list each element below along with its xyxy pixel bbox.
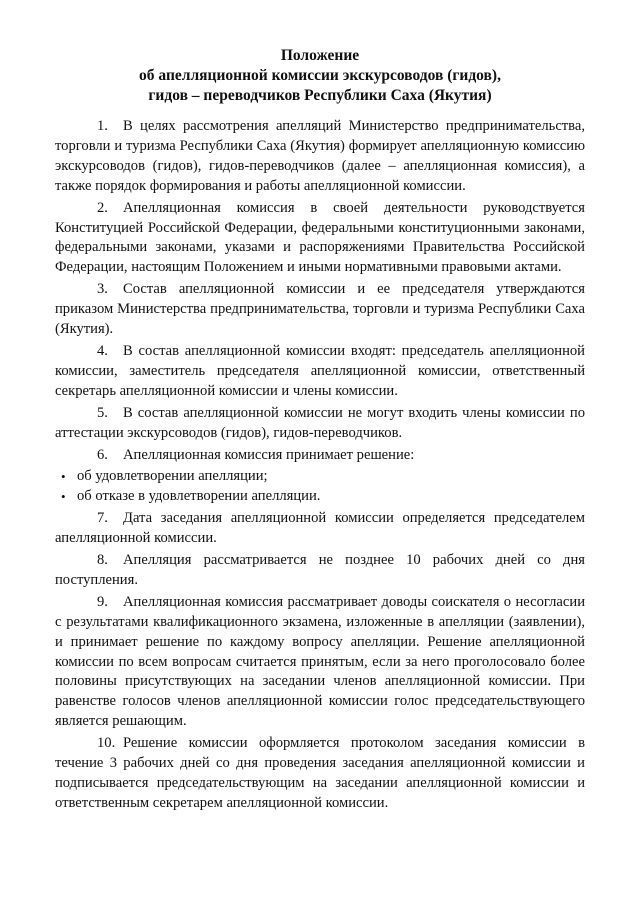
title-line-1: Положение — [280, 47, 360, 64]
title-line-3: гидов – переводчиков Республики Саха (Якутия) — [148, 87, 492, 104]
paragraph-number: 10. — [97, 735, 116, 752]
paragraph-text: Дата заседания апелляционной комиссии определяется председателем апелляционной комиссии. — [55, 510, 585, 547]
numbered-paragraph — [55, 342, 585, 402]
document-body — [55, 117, 585, 816]
list-item-text: об отказе в удовлетворении апелляции. — [77, 488, 321, 505]
paragraph-text: Решение комиссии оформляется протоколом заседания комиссии в течение 3 рабочих дней со дня проведения заседания апелляционной комиссии и подписывается председательствующим на заседании апелляционной комиссии и ответственным секретарем апелляционной комиссии. — [55, 735, 585, 811]
paragraphs-bottom — [55, 509, 585, 814]
numbered-paragraph — [55, 280, 585, 340]
paragraph-text: Апелляционная комиссия рассматривает доводы соискателя о несогласии с результатами квалификационного экзамена, изложенные в апелляции (заявлении), и принимает решение по каждому вопросу апелляции. Решение апелляционной комиссии по всем вопросам считается принятым, если за него проголосовало более половины присутствующих на заседании членов апелляционной комиссии. При равенстве голосов членов апелляционной комиссии голос председательствующего является решающим. — [55, 593, 585, 730]
bullet-icon: • — [61, 469, 66, 485]
paragraph-text: Апелляционная комиссия в своей деятельности руководствуется Конституцией Российской Федерации, федеральными конституционными законами, федеральными законами, указами и распоряжениями Правительства Российской Федерации, настоящим Положением и иными нормативными правовыми актами. — [55, 199, 585, 276]
paragraph-number: 8. — [97, 552, 108, 569]
paragraph-number: 7. — [97, 510, 108, 527]
paragraphs-top — [55, 117, 585, 465]
bullet-icon: • — [61, 489, 66, 505]
numbered-paragraph — [55, 593, 585, 732]
document-title — [0, 46, 640, 106]
paragraph-text: Апелляция рассматривается не позднее 10 рабочих дней со дня поступления. — [55, 552, 585, 588]
numbered-paragraph — [55, 117, 585, 197]
paragraph-text: Состав апелляционной комиссии и ее председателя утверждаются приказом Министерства предпринимательства, торговли и туризма Республики Саха (Якутия). — [55, 281, 585, 338]
paragraph-text: В состав апелляционной комиссии входят: председатель апелляционной комиссии, заместитель председателя апелляционной комиссии, ответственный секретарь апелляционной комиссии и члены комиссии. — [55, 342, 585, 399]
paragraph-number: 5. — [97, 404, 108, 421]
numbered-paragraph — [55, 551, 585, 591]
paragraph-text: В состав апелляционной комиссии не могут входить члены комиссии по аттестации экскурсоводов (гидов), гидов-переводчиков. — [55, 404, 585, 441]
numbered-paragraph — [55, 509, 585, 549]
paragraph-text: В целях рассмотрения апелляций Министерство предпринимательства, торговли и туризма Республики Саха (Якутия) формирует апелляционную комиссию экскурсоводов (гидов), гидов-переводчиков (далее – апелляционная комиссия), а также порядок формирования и работы апелляционной комиссии. — [55, 118, 585, 194]
list-item — [55, 467, 585, 487]
paragraph-number: 4. — [97, 342, 108, 359]
decision-options-list — [55, 467, 585, 507]
paragraph-number: 9. — [97, 593, 108, 610]
paragraph-number: 2. — [97, 199, 108, 216]
numbered-paragraph — [55, 446, 585, 466]
paragraph-number: 3. — [97, 281, 108, 298]
numbered-paragraph — [55, 404, 585, 444]
paragraph-number: 6. — [97, 446, 108, 463]
paragraph-number: 1. — [97, 118, 108, 134]
list-item — [55, 487, 585, 507]
paragraph-text: Апелляционная комиссия принимает решение: — [123, 446, 415, 463]
title-line-2: об апелляционной комиссии экскурсоводов (гидов), — [139, 67, 501, 84]
numbered-paragraph — [55, 199, 585, 279]
list-item-text: об удовлетворении апелляции; — [77, 468, 268, 485]
numbered-paragraph — [55, 734, 585, 814]
